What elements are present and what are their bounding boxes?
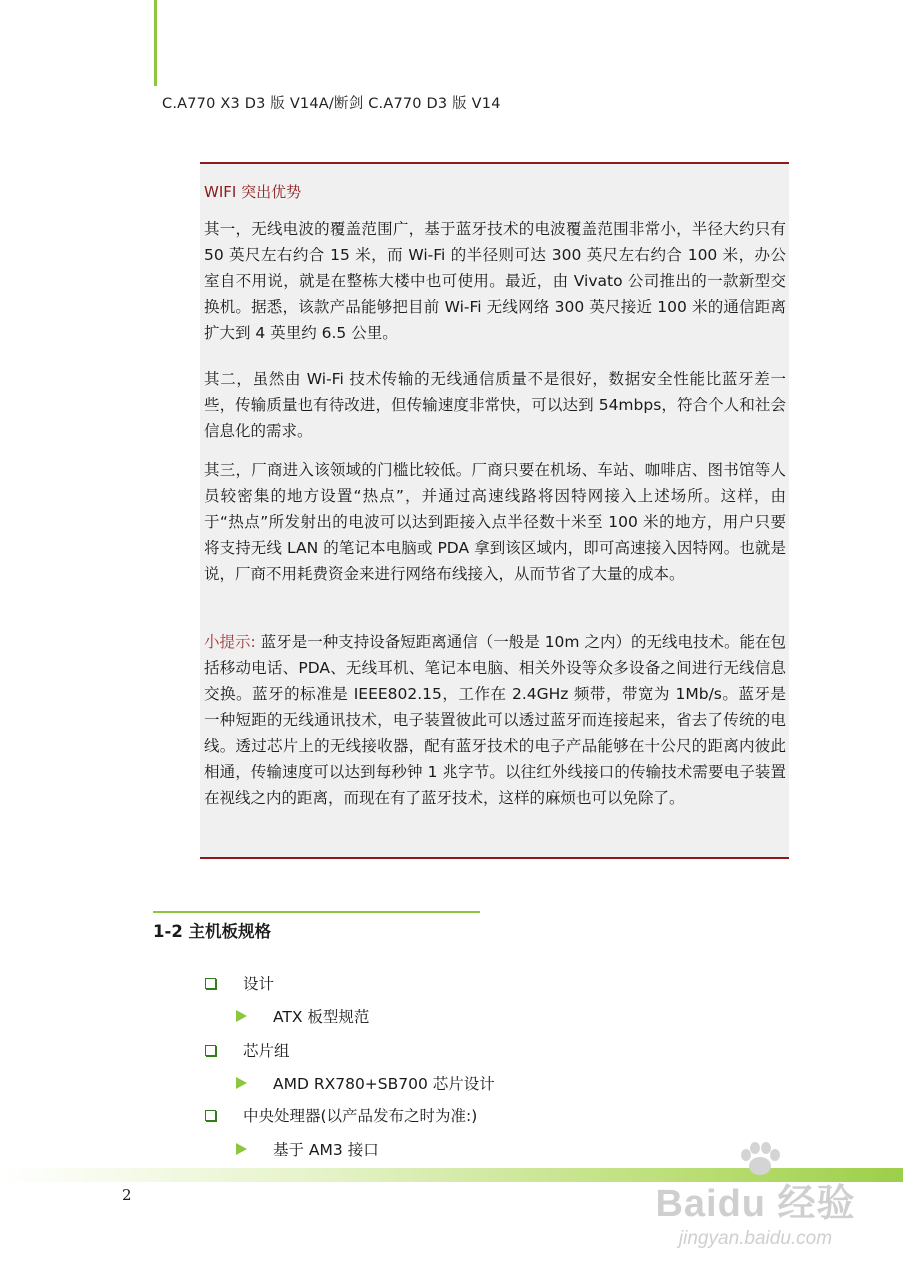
watermark-brand: Baidu 经验: [655, 1183, 856, 1225]
spec-subitem-design: [236, 1005, 369, 1027]
spec-subitem-cpu: [236, 1138, 379, 1160]
spec-item-chipset: [205, 1039, 290, 1061]
header-accent-line: [154, 0, 157, 86]
spec-subitem-label: ATX 板型规范: [273, 1008, 370, 1026]
checkbox-bullet-icon: [205, 1045, 216, 1056]
spec-item-design: [205, 972, 274, 994]
wifi-paragraph-1: 其一，无线电波的覆盖范围广，基于蓝牙技术的电波覆盖范围非常小，半径大约只有 50 英尺左右约合 15 米，而 Wi-Fi 的半径则可达 300 英尺左右约合 100 米，办公室自不用说，就是在整栋大楼中也可使用。最近，由 Vivato 公司推出的一款新型交换机。据悉，该款产品能够把目前 Wi-Fi 无线网络 300 英尺接近 100 米的通信距离扩大到 4 英里约 6.5 公里。: [204, 220, 786, 342]
spec-item-cpu: [205, 1104, 477, 1126]
section-title: 1-2 主机板规格: [153, 922, 272, 941]
page-number: 2: [122, 1186, 132, 1204]
wifi-paragraph-3: 其三，厂商进入该领域的门槛比较低。厂商只要在机场、车站、咖啡店、图书馆等人员较密集的地方设置“热点”，并通过高速线路将因特网接入上述场所。这样，由于“热点”所发射出的电波可以达到距接入点半径数十米至 100 米的地方，用户只要将支持无线 LAN 的笔记本电脑或 PDA 拿到该区域内，即可高速接入因特网。也就是说，厂商不用耗费资金来进行网络布线接入，从而节省了大量的成本。: [204, 461, 786, 583]
spec-item-label: 中央处理器(以产品发布之时为准:): [243, 1107, 478, 1125]
checkbox-bullet-icon: [205, 1110, 216, 1121]
wifi-paragraph-2: 其二，虽然由 Wi-Fi 技术传输的无线通信质量不是很好，数据安全性能比蓝牙差一些，传输质量也有待改进，但传输速度非常快，可以达到 54mbps，符合个人和社会信息化的需求。: [204, 370, 786, 440]
baidu-watermark: [638, 1142, 873, 1270]
spec-subitem-chipset: [236, 1072, 495, 1094]
page-header-title: C.A770 X3 D3 版 V14A/断剑 C.A770 D3 版 V14: [162, 96, 501, 112]
section-rule: [153, 911, 480, 913]
spec-item-label: 芯片组: [243, 1042, 290, 1060]
arrow-bullet-icon: [236, 1077, 247, 1089]
spec-subitem-label: AMD RX780+SB700 芯片设计: [273, 1075, 495, 1093]
arrow-bullet-icon: [236, 1010, 247, 1022]
wifi-box-title: WIFI 突出优势: [204, 183, 302, 201]
tip-paragraph: [204, 629, 786, 811]
spec-item-label: 设计: [243, 975, 275, 993]
watermark-url: jingyan.baidu.com: [678, 1228, 833, 1249]
tip-label: 小提示:: [204, 633, 256, 651]
arrow-bullet-icon: [236, 1143, 247, 1155]
wifi-advantages-box: [200, 162, 789, 859]
paw-icon: [738, 1142, 782, 1176]
tip-text: 蓝牙是一种支持设备短距离通信（一般是 10m 之内）的无线电技术。能在包括移动电话、PDA、无线耳机、笔记本电脑、相关外设等众多设备之间进行无线信息交换。蓝牙的标准是 IEEE802.15，工作在 2.4GHz 频带，带宽为 1Mb/s。蓝牙是一种短距的无线通讯技术，电子装置彼此可以透过蓝牙而连接起来，省去了传统的电线。透过芯片上的无线接收器，配有蓝牙技术的电子产品能够在十公尺的距离内彼此相通，传输速度可以达到每秒钟 1 兆字节。以往红外线接口的传输技术需要电子装置在视线之内的距离，而现在有了蓝牙技术，这样的麻烦也可以免除了。: [204, 633, 786, 807]
spec-subitem-label: 基于 AM3 接口: [273, 1141, 379, 1159]
checkbox-bullet-icon: [205, 978, 216, 989]
